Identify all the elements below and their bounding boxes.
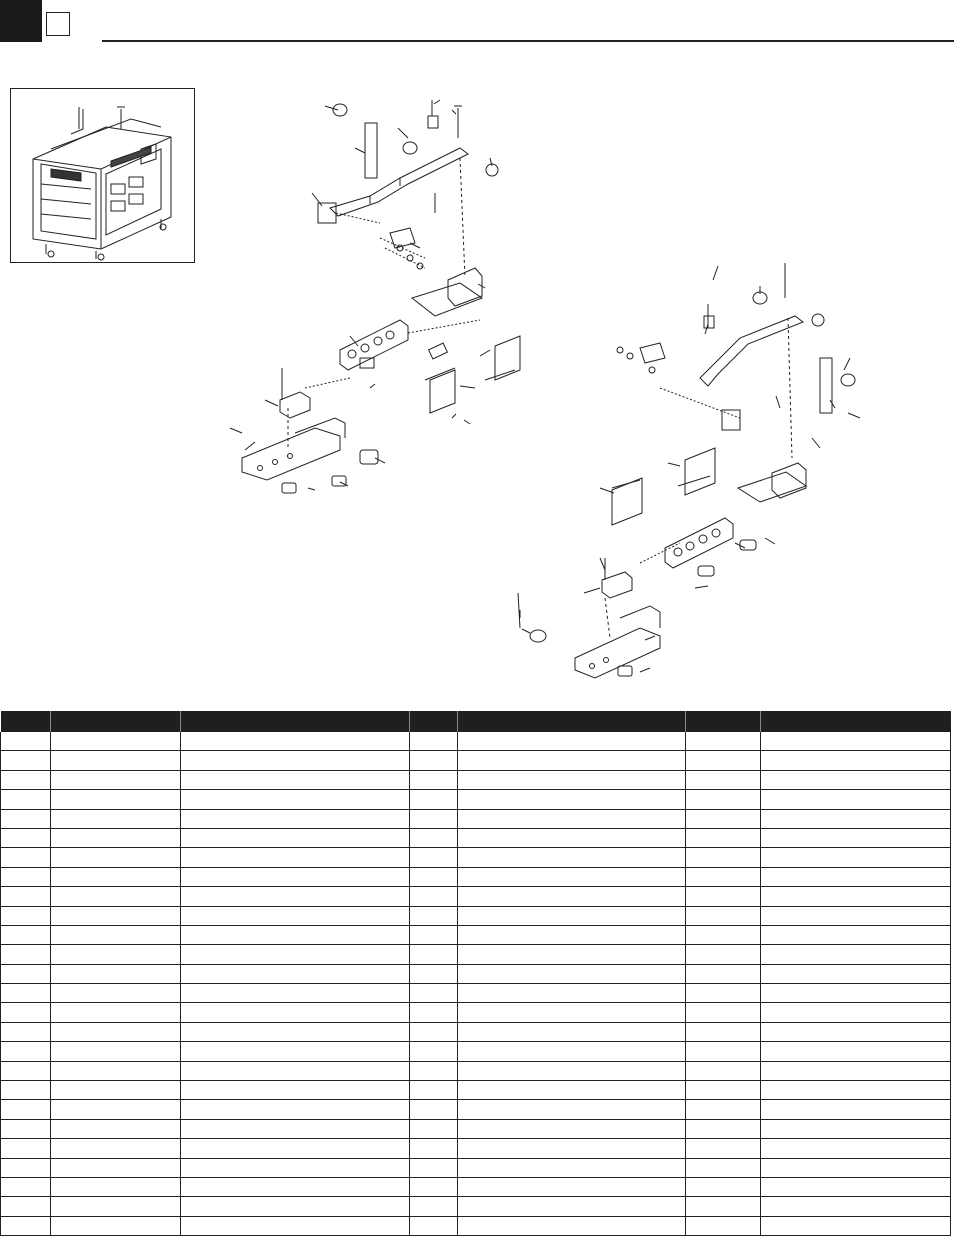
table-cell bbox=[686, 906, 761, 925]
table-cell bbox=[181, 1177, 410, 1196]
table-cell bbox=[181, 1158, 410, 1177]
table-cell bbox=[181, 1022, 410, 1041]
table-cell bbox=[761, 848, 951, 867]
table-cell bbox=[51, 1119, 181, 1138]
table-cell bbox=[686, 809, 761, 828]
table-cell bbox=[410, 732, 458, 751]
table-cell bbox=[51, 1177, 181, 1196]
table-cell bbox=[181, 1081, 410, 1100]
table-cell bbox=[686, 964, 761, 983]
table-cell bbox=[686, 1177, 761, 1196]
table-cell bbox=[761, 1139, 951, 1158]
table-row bbox=[1, 887, 951, 906]
table-cell bbox=[686, 770, 761, 789]
table-cell bbox=[1, 828, 51, 847]
table-cell bbox=[761, 906, 951, 925]
table-cell bbox=[410, 1100, 458, 1119]
col-header-4 bbox=[410, 711, 458, 732]
table-cell bbox=[1, 964, 51, 983]
block-small-right bbox=[602, 572, 632, 598]
table-cell bbox=[761, 828, 951, 847]
table-cell bbox=[410, 1139, 458, 1158]
table-row bbox=[1, 1158, 951, 1177]
table-cell bbox=[410, 906, 458, 925]
table-cell bbox=[1, 1177, 51, 1196]
table-cell bbox=[51, 945, 181, 964]
table-cell bbox=[686, 732, 761, 751]
table-cell bbox=[51, 828, 181, 847]
col-header-2 bbox=[51, 711, 181, 732]
table-cell bbox=[181, 828, 410, 847]
end-block-left bbox=[318, 203, 336, 223]
table-cell bbox=[458, 1139, 686, 1158]
table-row bbox=[1, 906, 951, 925]
table-cell bbox=[181, 964, 410, 983]
machine-illustration bbox=[11, 89, 194, 262]
table-row bbox=[1, 964, 951, 983]
table-cell bbox=[1, 1081, 51, 1100]
table-cell bbox=[686, 1119, 761, 1138]
table-cell bbox=[1, 1022, 51, 1041]
table-cell bbox=[458, 984, 686, 1003]
table-cell bbox=[410, 1061, 458, 1080]
cam-plate-right bbox=[640, 343, 665, 363]
block-small-left bbox=[280, 392, 310, 418]
table-cell bbox=[51, 790, 181, 809]
table-row bbox=[1, 732, 951, 751]
table-cell bbox=[458, 964, 686, 983]
table-cell bbox=[686, 1081, 761, 1100]
table-cell bbox=[458, 790, 686, 809]
table-cell bbox=[410, 1081, 458, 1100]
table-row bbox=[1, 925, 951, 944]
table-cell bbox=[1, 1061, 51, 1080]
table-cell bbox=[181, 1216, 410, 1235]
table-row bbox=[1, 1022, 951, 1041]
table-cell bbox=[458, 1158, 686, 1177]
table-cell bbox=[761, 1042, 951, 1061]
table-cell bbox=[761, 1119, 951, 1138]
table-cell bbox=[458, 1177, 686, 1196]
table-cell bbox=[51, 964, 181, 983]
table-cell bbox=[181, 848, 410, 867]
table-cell bbox=[181, 1139, 410, 1158]
table-row bbox=[1, 1081, 951, 1100]
table-cell bbox=[686, 790, 761, 809]
table-cell bbox=[1, 732, 51, 751]
table-cell bbox=[410, 1022, 458, 1041]
upper-right-arm bbox=[700, 316, 803, 386]
perforated-bar-right bbox=[665, 518, 733, 568]
table-cell bbox=[410, 1197, 458, 1216]
table-cell bbox=[686, 1216, 761, 1235]
table-cell bbox=[51, 848, 181, 867]
table-cell bbox=[410, 1042, 458, 1061]
table-cell bbox=[458, 770, 686, 789]
table-cell bbox=[686, 1022, 761, 1041]
table-cell bbox=[181, 1042, 410, 1061]
table-cell bbox=[1, 848, 51, 867]
table-cell bbox=[51, 925, 181, 944]
table-cell bbox=[458, 1042, 686, 1061]
table-cell bbox=[761, 770, 951, 789]
table-cell bbox=[181, 770, 410, 789]
table-cell bbox=[761, 867, 951, 886]
table-cell bbox=[686, 867, 761, 886]
table-cell bbox=[410, 925, 458, 944]
table-row bbox=[1, 848, 951, 867]
table-cell bbox=[1, 751, 51, 770]
table-cell bbox=[410, 1177, 458, 1196]
table-cell bbox=[410, 770, 458, 789]
table-cell bbox=[181, 906, 410, 925]
table-cell bbox=[761, 945, 951, 964]
exploded-diagram-drawing bbox=[220, 88, 954, 684]
table-cell bbox=[458, 1100, 686, 1119]
table-cell bbox=[51, 1139, 181, 1158]
col-header-1 bbox=[1, 711, 51, 732]
table-row bbox=[1, 984, 951, 1003]
table-cell bbox=[686, 1061, 761, 1080]
table-cell bbox=[181, 732, 410, 751]
table-cell bbox=[1, 925, 51, 944]
table-cell bbox=[181, 790, 410, 809]
table-cell bbox=[1, 1139, 51, 1158]
table-cell bbox=[686, 1100, 761, 1119]
col-header-3 bbox=[181, 711, 410, 732]
table-cell bbox=[686, 1197, 761, 1216]
table-cell bbox=[686, 828, 761, 847]
vertical-bracket-right bbox=[820, 358, 832, 413]
roller-left bbox=[403, 142, 417, 154]
table-cell bbox=[686, 848, 761, 867]
table-cell bbox=[761, 887, 951, 906]
table-row bbox=[1, 1061, 951, 1080]
table-cell bbox=[51, 906, 181, 925]
table-cell bbox=[761, 790, 951, 809]
table-cell bbox=[458, 887, 686, 906]
table-row bbox=[1, 1042, 951, 1061]
table-cell bbox=[1, 867, 51, 886]
table-cell bbox=[458, 809, 686, 828]
table-cell bbox=[51, 1003, 181, 1022]
table-cell bbox=[181, 1003, 410, 1022]
table-cell bbox=[458, 751, 686, 770]
table-cell bbox=[761, 984, 951, 1003]
table-cell bbox=[410, 828, 458, 847]
plate-right-b bbox=[612, 478, 642, 525]
table-cell bbox=[458, 732, 686, 751]
table-cell bbox=[51, 887, 181, 906]
upper-left-arm bbox=[330, 148, 468, 216]
table-cell bbox=[181, 925, 410, 944]
table-cell bbox=[410, 964, 458, 983]
table-row bbox=[1, 809, 951, 828]
table-cell bbox=[410, 984, 458, 1003]
table-cell bbox=[686, 1139, 761, 1158]
table-cell bbox=[761, 1216, 951, 1235]
parts-table bbox=[0, 711, 951, 1236]
table-cell bbox=[181, 1061, 410, 1080]
l-bracket-b bbox=[495, 336, 520, 380]
table-cell bbox=[1, 887, 51, 906]
parts-table-header bbox=[1, 711, 951, 732]
table-cell bbox=[181, 809, 410, 828]
section-tab bbox=[0, 0, 42, 42]
table-cell bbox=[761, 809, 951, 828]
table-cell bbox=[51, 770, 181, 789]
table-cell bbox=[51, 732, 181, 751]
table-cell bbox=[51, 1197, 181, 1216]
table-cell bbox=[51, 809, 181, 828]
header-rule bbox=[102, 40, 954, 42]
table-cell bbox=[1, 809, 51, 828]
table-cell bbox=[458, 867, 686, 886]
table-cell bbox=[181, 867, 410, 886]
table-cell bbox=[761, 925, 951, 944]
table-row bbox=[1, 751, 951, 770]
table-cell bbox=[458, 1081, 686, 1100]
table-row bbox=[1, 1197, 951, 1216]
table-cell bbox=[1, 1158, 51, 1177]
table-cell bbox=[181, 984, 410, 1003]
table-row bbox=[1, 1003, 951, 1022]
table-cell bbox=[761, 1158, 951, 1177]
table-cell bbox=[1, 790, 51, 809]
table-cell bbox=[686, 887, 761, 906]
table-cell bbox=[686, 1042, 761, 1061]
table-cell bbox=[1, 1119, 51, 1138]
table-cell bbox=[410, 809, 458, 828]
table-cell bbox=[458, 925, 686, 944]
table-cell bbox=[686, 1158, 761, 1177]
table-cell bbox=[410, 1003, 458, 1022]
table-row bbox=[1, 828, 951, 847]
table-cell bbox=[458, 848, 686, 867]
table-cell bbox=[458, 1061, 686, 1080]
table-cell bbox=[761, 964, 951, 983]
table-cell bbox=[410, 945, 458, 964]
col-header-5 bbox=[458, 711, 686, 732]
screw-top bbox=[454, 106, 462, 138]
table-cell bbox=[458, 1216, 686, 1235]
table-cell bbox=[410, 1158, 458, 1177]
table-cell bbox=[51, 1061, 181, 1080]
table-cell bbox=[458, 1197, 686, 1216]
plate-right-a bbox=[685, 448, 715, 495]
cam-plate-left bbox=[390, 228, 415, 248]
table-cell bbox=[761, 1100, 951, 1119]
table-row bbox=[1, 1100, 951, 1119]
table-cell bbox=[761, 1197, 951, 1216]
table-cell bbox=[181, 887, 410, 906]
table-cell bbox=[686, 925, 761, 944]
vertical-bracket-left bbox=[365, 123, 377, 178]
table-cell bbox=[51, 1042, 181, 1061]
exploded-diagram bbox=[220, 88, 954, 684]
table-cell bbox=[686, 984, 761, 1003]
table-row bbox=[1, 1119, 951, 1138]
table-cell bbox=[761, 1061, 951, 1080]
table-cell bbox=[1, 906, 51, 925]
table-cell bbox=[686, 945, 761, 964]
machine-thumbnail bbox=[10, 88, 195, 263]
table-cell bbox=[686, 1003, 761, 1022]
table-cell bbox=[410, 1119, 458, 1138]
table-cell bbox=[51, 867, 181, 886]
col-header-6 bbox=[686, 711, 761, 732]
table-cell bbox=[458, 945, 686, 964]
table-cell bbox=[1, 984, 51, 1003]
table-row bbox=[1, 1216, 951, 1235]
table-cell bbox=[410, 790, 458, 809]
col-header-7 bbox=[761, 711, 951, 732]
section-tab-box bbox=[46, 12, 70, 36]
table-cell bbox=[686, 751, 761, 770]
table-cell bbox=[410, 751, 458, 770]
table-cell bbox=[761, 751, 951, 770]
table-cell bbox=[458, 1022, 686, 1041]
table-cell bbox=[1, 945, 51, 964]
block-upper-right bbox=[772, 463, 806, 498]
table-cell bbox=[1, 1197, 51, 1216]
table-cell bbox=[51, 1022, 181, 1041]
end-block-right bbox=[722, 410, 740, 430]
table-cell bbox=[761, 1022, 951, 1041]
table-cell bbox=[51, 1158, 181, 1177]
table-cell bbox=[458, 1119, 686, 1138]
table-cell bbox=[410, 1216, 458, 1235]
table-cell bbox=[51, 1081, 181, 1100]
nut-left bbox=[333, 104, 347, 116]
table-cell bbox=[51, 1216, 181, 1235]
table-cell bbox=[51, 984, 181, 1003]
table-cell bbox=[1, 1216, 51, 1235]
table-cell bbox=[181, 1119, 410, 1138]
table-row bbox=[1, 1139, 951, 1158]
table-cell bbox=[761, 732, 951, 751]
table-cell bbox=[761, 1003, 951, 1022]
table-cell bbox=[458, 828, 686, 847]
table-cell bbox=[410, 887, 458, 906]
table-cell bbox=[181, 751, 410, 770]
table-cell bbox=[51, 751, 181, 770]
table-row bbox=[1, 790, 951, 809]
table-cell bbox=[1, 1042, 51, 1061]
table-cell bbox=[410, 848, 458, 867]
table-cell bbox=[761, 1177, 951, 1196]
table-cell bbox=[1, 1100, 51, 1119]
table-cell bbox=[181, 945, 410, 964]
parts-table-body bbox=[1, 732, 951, 1236]
table-cell bbox=[410, 867, 458, 886]
table-cell bbox=[181, 1100, 410, 1119]
table-row bbox=[1, 867, 951, 886]
table-cell bbox=[458, 1003, 686, 1022]
table-cell bbox=[51, 1100, 181, 1119]
table-cell bbox=[1, 1003, 51, 1022]
table-row bbox=[1, 770, 951, 789]
table-row bbox=[1, 945, 951, 964]
table-cell bbox=[1, 770, 51, 789]
table-cell bbox=[458, 906, 686, 925]
table-cell bbox=[181, 1197, 410, 1216]
table-cell bbox=[761, 1081, 951, 1100]
table-row bbox=[1, 1177, 951, 1196]
